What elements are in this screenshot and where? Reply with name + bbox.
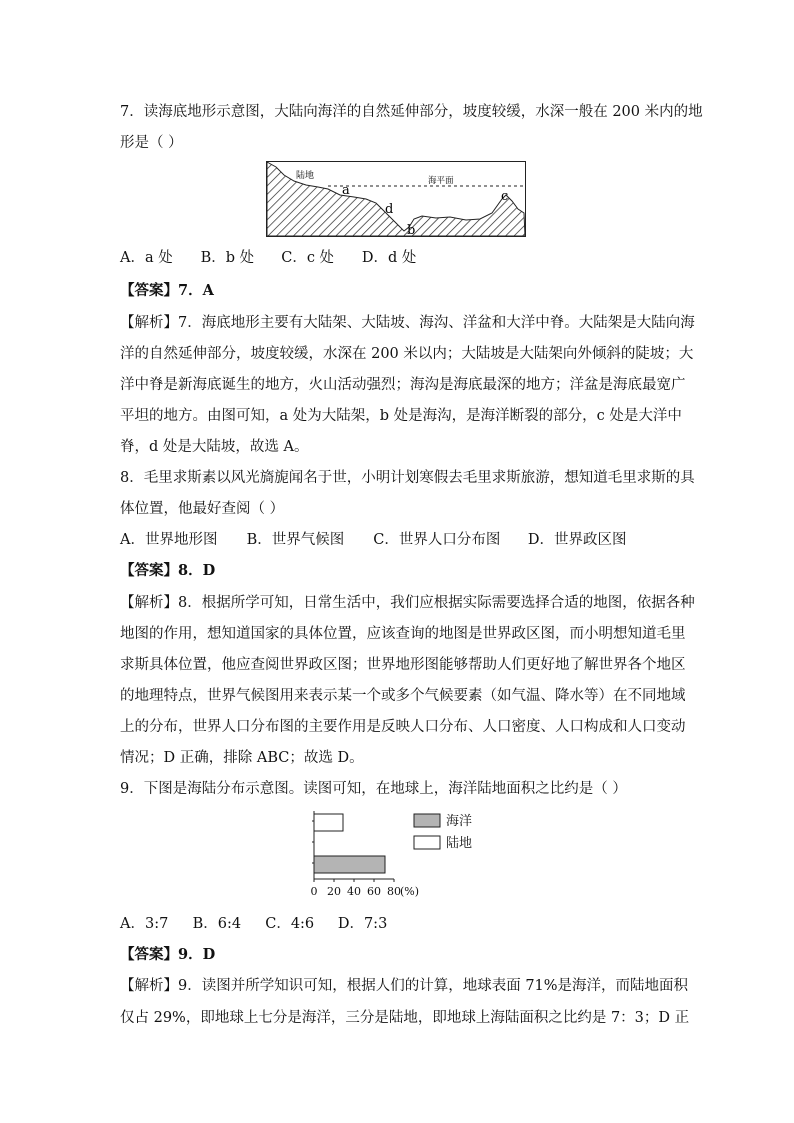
q7-analysis-line4: 平坦的地方。由图可知，a 处为大陆架，b 处是海沟，是海洋断裂的部分，c 处是大洋中: [120, 408, 682, 424]
q7-options: [120, 248, 416, 268]
q7-answer: 【答案】7．A: [120, 282, 214, 299]
sea-land-bar-chart: [300, 809, 480, 905]
legend-label-ocean: 海洋: [446, 814, 473, 829]
x-unit-label: (%): [400, 885, 420, 898]
label-d: d: [385, 202, 394, 217]
q9-answer: 【答案】9．D: [120, 946, 216, 963]
q8-option-a[interactable]: A．世界地形图: [120, 532, 218, 548]
q8-option-b[interactable]: B．世界气候图: [246, 532, 345, 548]
q9-option-b[interactable]: B．6:4: [192, 916, 242, 932]
q7-option-d[interactable]: D．d 处: [361, 250, 417, 266]
q9-stem: 9．下图是海陆分布示意图。读图可知，在地球上，海洋陆地面积之比约是（ ）: [120, 781, 627, 797]
q7-option-b[interactable]: B．b 处: [200, 250, 255, 266]
bar-ocean: [314, 856, 385, 873]
q7-stem-line2: 形是（ ）: [120, 135, 183, 151]
q8-answer: 【答案】8．D: [120, 562, 216, 579]
x-tick-label-0: 0: [310, 885, 318, 898]
label-a: a: [342, 183, 350, 198]
q7-analysis-line1: 【解析】7．海底地形主要有大陆架、大陆坡、海沟、洋盆和大洋中脊。大陆架是大陆向海: [120, 315, 695, 331]
q8-analysis-line3: 求斯具体位置，他应查阅世界政区图；世界地形图能够帮助人们更好地了解世界各个地区: [120, 657, 686, 673]
q8-analysis-line6: 情况；D 正确，排除 ABC；故选 D。: [120, 750, 364, 766]
label-c: c: [501, 189, 509, 204]
q8-stem-line1: 8．毛里求斯素以风光旖旎闻名于世，小明计划寒假去毛里求斯旅游，想知道毛里求斯的具: [120, 470, 695, 486]
q8-analysis-line4: 的地理特点，世界气候图用来表示某一个或多个气候要素（如气温、降水等）在不同地域: [120, 688, 686, 704]
sea-level-label: 海平面: [428, 176, 454, 186]
bar-land: [314, 814, 343, 831]
q7-analysis-line5: 脊，d 处是大陆坡，故选 A。: [120, 439, 309, 455]
q8-options: [120, 530, 626, 550]
x-tick-label-40: 40: [347, 885, 361, 898]
q7-stem-line1: 7．读海底地形示意图，大陆向海洋的自然延伸部分，坡度较缓，水深一般在 200 米内的地: [120, 104, 703, 120]
q7-option-a[interactable]: A．a 处: [120, 250, 173, 266]
q8-analysis-line2: 地图的作用，想知道国家的具体位置，应该查询的地图是世界政区图，而小明想知道毛里: [120, 626, 686, 642]
q9-analysis-line2: 仅占 29%，即地球上七分是海洋，三分是陆地，即地球上海陆面积之比约是 7：3；D 正: [120, 1010, 690, 1026]
land-label: 陆地: [296, 171, 315, 181]
q8-option-c[interactable]: C．世界人口分布图: [373, 532, 501, 548]
q9-option-d[interactable]: D．7:3: [337, 916, 388, 932]
x-tick-label-20: 20: [327, 885, 341, 898]
q8-option-d[interactable]: D．世界政区图: [527, 532, 627, 548]
seafloor-diagram: [266, 161, 526, 237]
q9-options: [120, 914, 387, 934]
q7-analysis-line3: 洋中脊是新海底诞生的地方，火山活动强烈；海沟是海底最深的地方；洋盆是海底最宽广: [120, 377, 686, 393]
q8-analysis-line1: 【解析】8．根据所学可知，日常生活中，我们应根据实际需要选择合适的地图，依据各种: [120, 595, 695, 611]
legend-label-land: 陆地: [446, 836, 473, 851]
x-tick-label-80: 80: [387, 885, 401, 898]
q8-stem-line2: 体位置，他最好查阅（ ）: [120, 501, 285, 517]
q8-analysis-line5: 上的分布，世界人口分布图的主要作用是反映人口分布、人口密度、人口构成和人口变动: [120, 719, 686, 735]
q7-option-c[interactable]: C．c 处: [281, 250, 335, 266]
x-tick-label-60: 60: [367, 885, 381, 898]
q7-analysis-line2: 洋的自然延伸部分，坡度较缓，水深在 200 米以内；大陆坡是大陆架向外倾斜的陡坡；大: [120, 346, 694, 362]
legend-swatch-ocean: [414, 814, 440, 827]
q9-analysis-line1: 【解析】9．读图并所学知识可知，根据人们的计算，地球表面 71%是海洋，而陆地面积: [120, 978, 689, 994]
q9-option-c[interactable]: C．4:6: [265, 916, 315, 932]
q9-option-a[interactable]: A．3:7: [120, 916, 169, 932]
label-b: b: [407, 223, 416, 237]
legend-swatch-land: [414, 836, 440, 849]
